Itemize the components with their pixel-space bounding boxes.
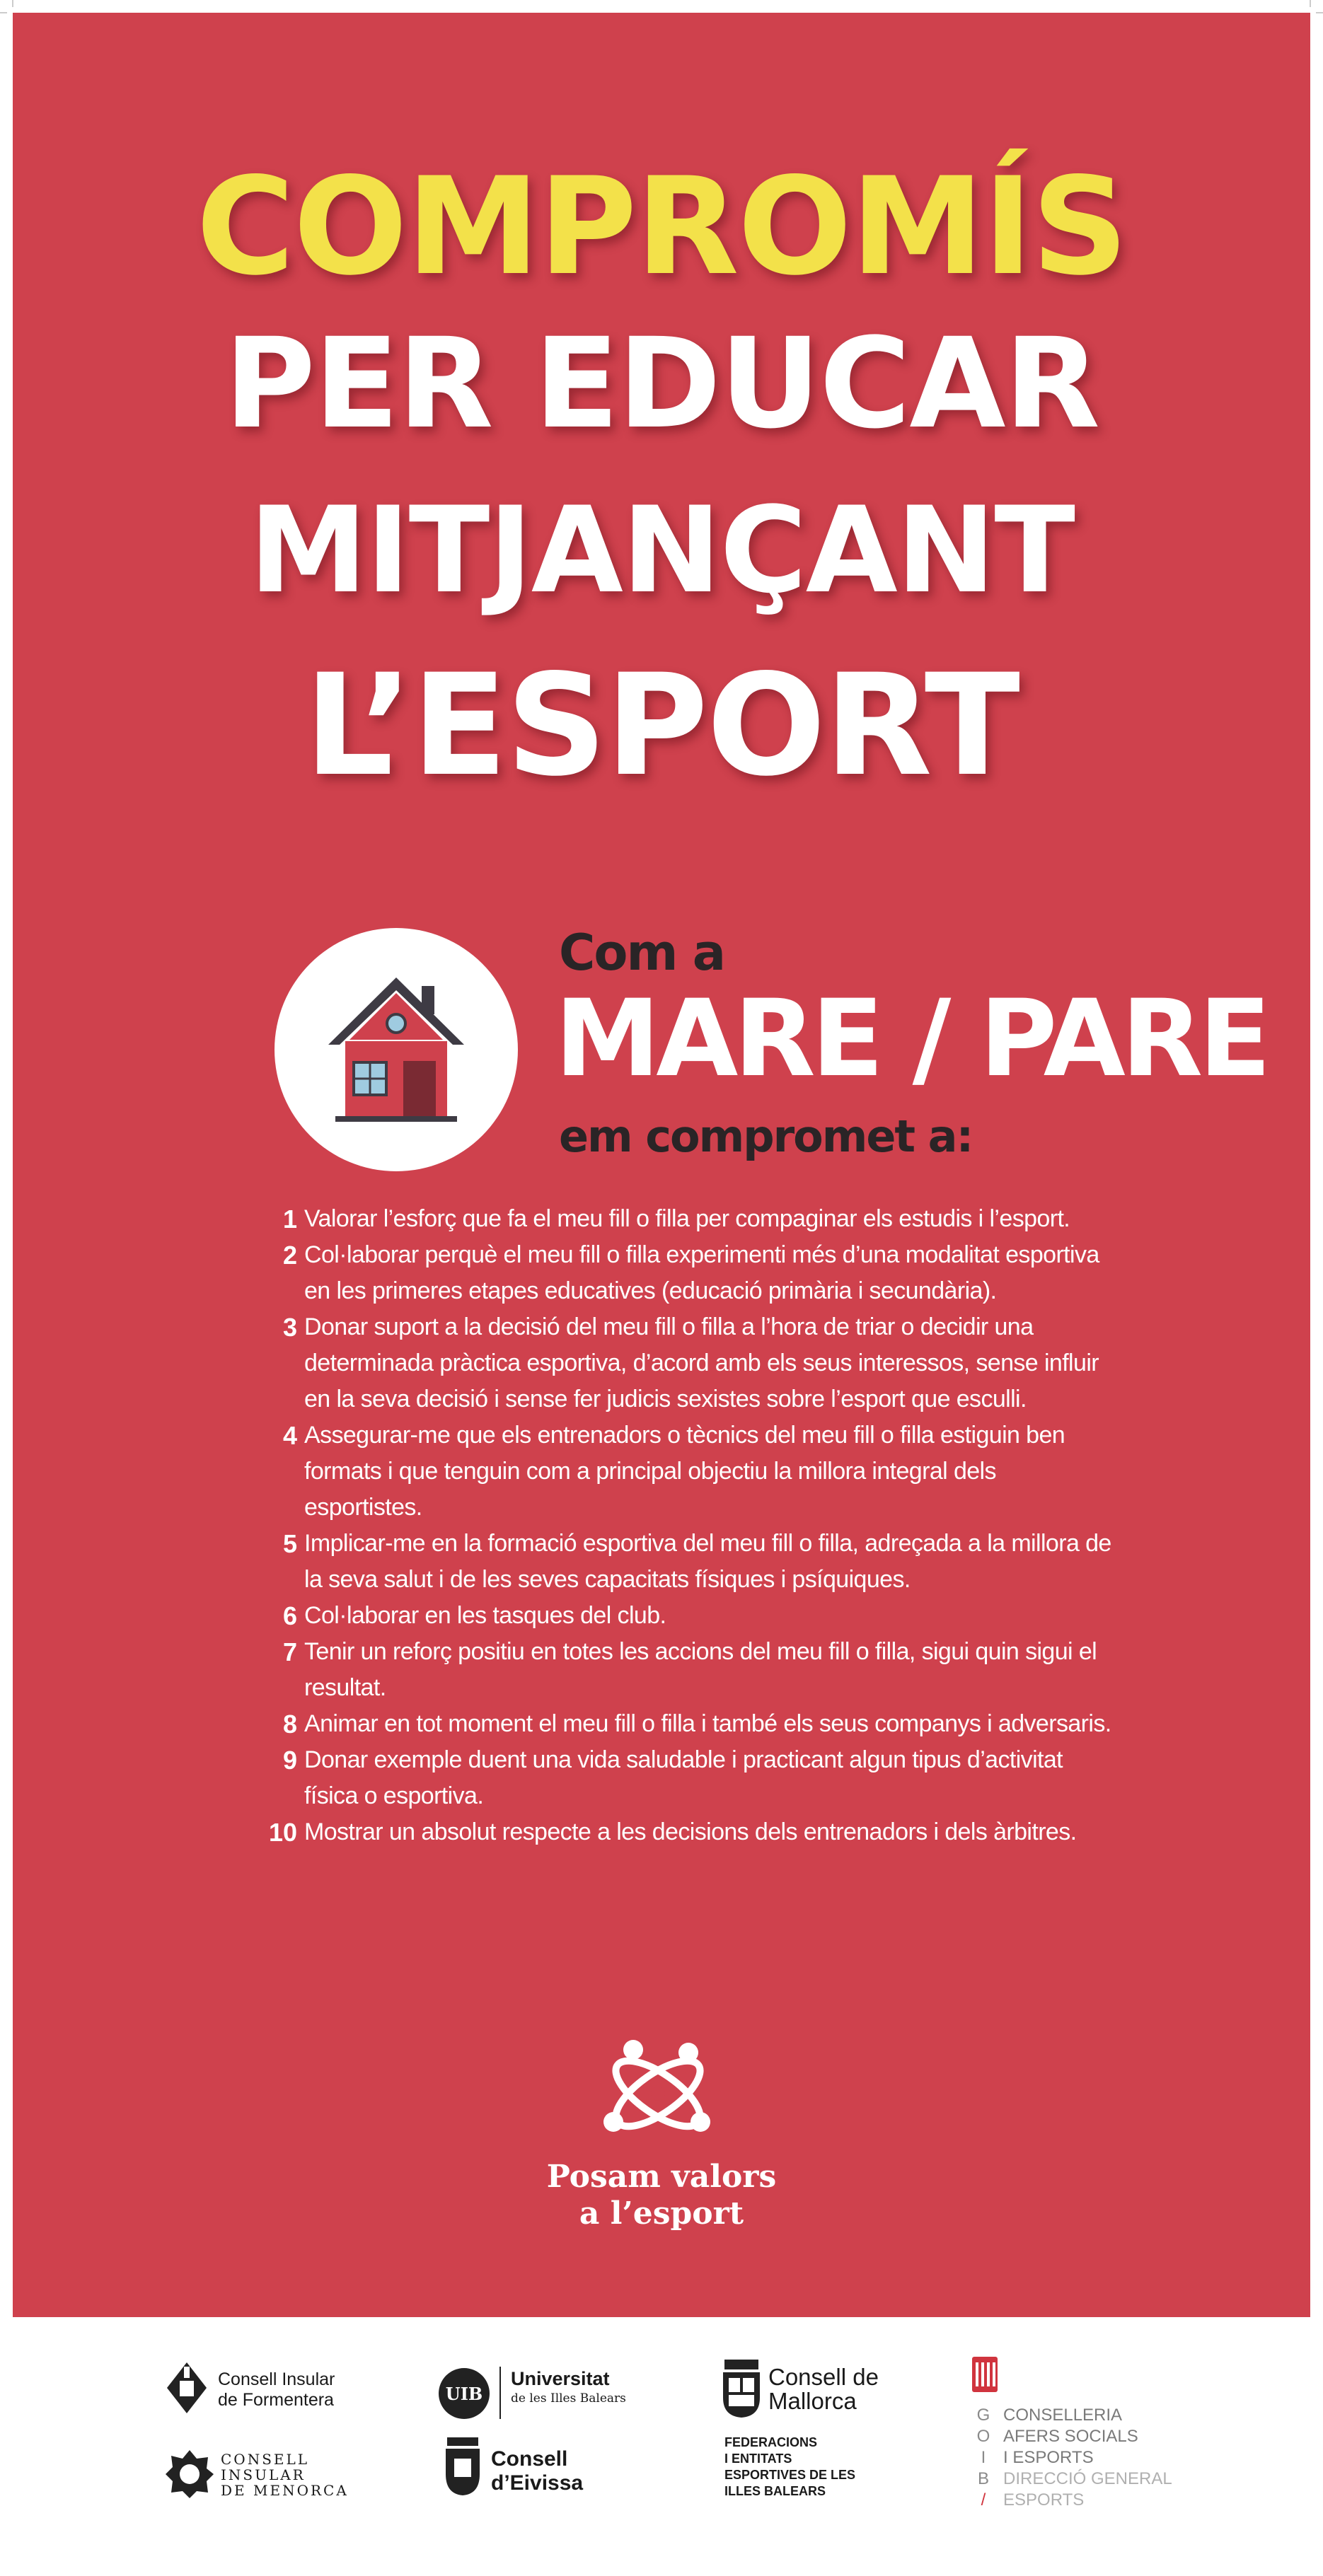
slogan-line-2: a l’esport [579,2195,744,2232]
item-number: 9 [282,1746,297,1775]
slogan-line-1: Posam valors [546,2159,777,2195]
item-number: 4 [282,1421,297,1450]
item-number: 5 [282,1529,297,1558]
eivissa-seal-icon [443,2437,483,2497]
govern-letters: G O I B / [976,2406,990,2510]
list-item [255,1598,1132,1634]
role-suffix: em compromet a: [559,1110,973,1162]
item-number: 3 [282,1313,297,1342]
item-number: 10 [268,1818,297,1847]
item-text: Tenir un reforç positiu en totes les accions del meu fill o filla, sigui quin sigui el resultat. [304,1638,1097,1701]
title-line-1: COMPROMÍS [196,149,1127,305]
mallorca-seal-icon [722,2360,761,2419]
list-item [255,1742,1132,1814]
list-item [255,1634,1132,1706]
house-badge [275,928,518,1171]
svg-text:UIB: UIB [445,2384,483,2404]
uib-seal-icon [437,2367,491,2420]
item-text: Col·laborar en les tasques del club. [304,1602,666,1629]
item-number: 8 [282,1710,297,1739]
list-item [255,1237,1132,1309]
item-text: Implicar-me en la formació esportiva del meu fill o filla, adreçada a la millora de la seva salut i de les seves capacitats físiques i psíquiques. [304,1530,1111,1593]
commitments-list [255,1201,1132,1850]
menorca-name: CONSELL INSULAR DE MENORCA [221,2451,349,2499]
role-prefix: Com a [559,924,725,982]
item-text: Valorar l’esforç que fa el meu fill o filla per compaginar els estudis i l’esport. [304,1205,1070,1232]
formentera-name: Consell Insular de Formentera [218,2369,335,2410]
title-line-3: MITJANÇANT [249,481,1074,620]
govern-name: CONSELLERIA AFERS SOCIALS I ESPORTS DIRECCIÓ GENERAL ESPORTS [1003,2406,1172,2510]
govern-flag-icon [972,2357,998,2392]
eivissa-name: Consell d’Eivissa [491,2447,584,2495]
item-number: 2 [282,1241,297,1270]
list-item [255,1526,1132,1598]
formentera-seal-icon [164,2360,209,2416]
mallorca-name: Consell de Mallorca [768,2364,879,2414]
item-text: Mostrar un absolut respecte a les decisions dels entrenadors i dels àrbitres. [304,1818,1077,1845]
title-line-2: PER EDUCAR [224,311,1099,456]
house-icon [275,928,518,1171]
item-number: 7 [282,1637,297,1666]
menorca-seal-icon [164,2449,215,2500]
federacions-name: FEDERACIONS I ENTITATS ESPORTIVES DE LES ILLES BALEARS [724,2435,856,2498]
item-text: Assegurar-me que els entrenadors o tècnics del meu fill o filla estiguin ben formats i que tenguin com a principal objectiu la millora integral dels esportistes. [304,1422,1065,1521]
role-title: MARE / PARE [555,977,1267,1101]
list-item [255,1201,1132,1237]
list-item [255,1417,1132,1526]
uib-name: Universitat de les Illes Balears [499,2367,626,2419]
item-number: 1 [282,1205,297,1234]
title-line-4: L’ESPORT [304,644,1019,807]
item-text: Donar exemple duent una vida saludable i practicant algun tipus d’activitat física o esportiva. [304,1746,1063,1809]
list-item [255,1814,1132,1850]
item-number: 6 [282,1601,297,1630]
list-item [255,1309,1132,1417]
list-item [255,1706,1132,1742]
item-text: Animar en tot moment el meu fill o filla i també els seus companys i adversaris. [304,1710,1111,1737]
item-text: Col·laborar perquè el meu fill o filla experimenti més d’una modalitat esportiva en les primeres etapes educatives (educació primària i secundària). [304,1241,1099,1304]
item-text: Donar suport a la decisió del meu fill o filla a l’hora de triar o decidir una determinada pràctica esportiva, d’acord amb els seus interessos, sense influir en la seva decisió i sense fer judicis sexistes sobre l’esport que esculli. [304,1313,1099,1412]
posam-valors-logo [598,2037,718,2143]
